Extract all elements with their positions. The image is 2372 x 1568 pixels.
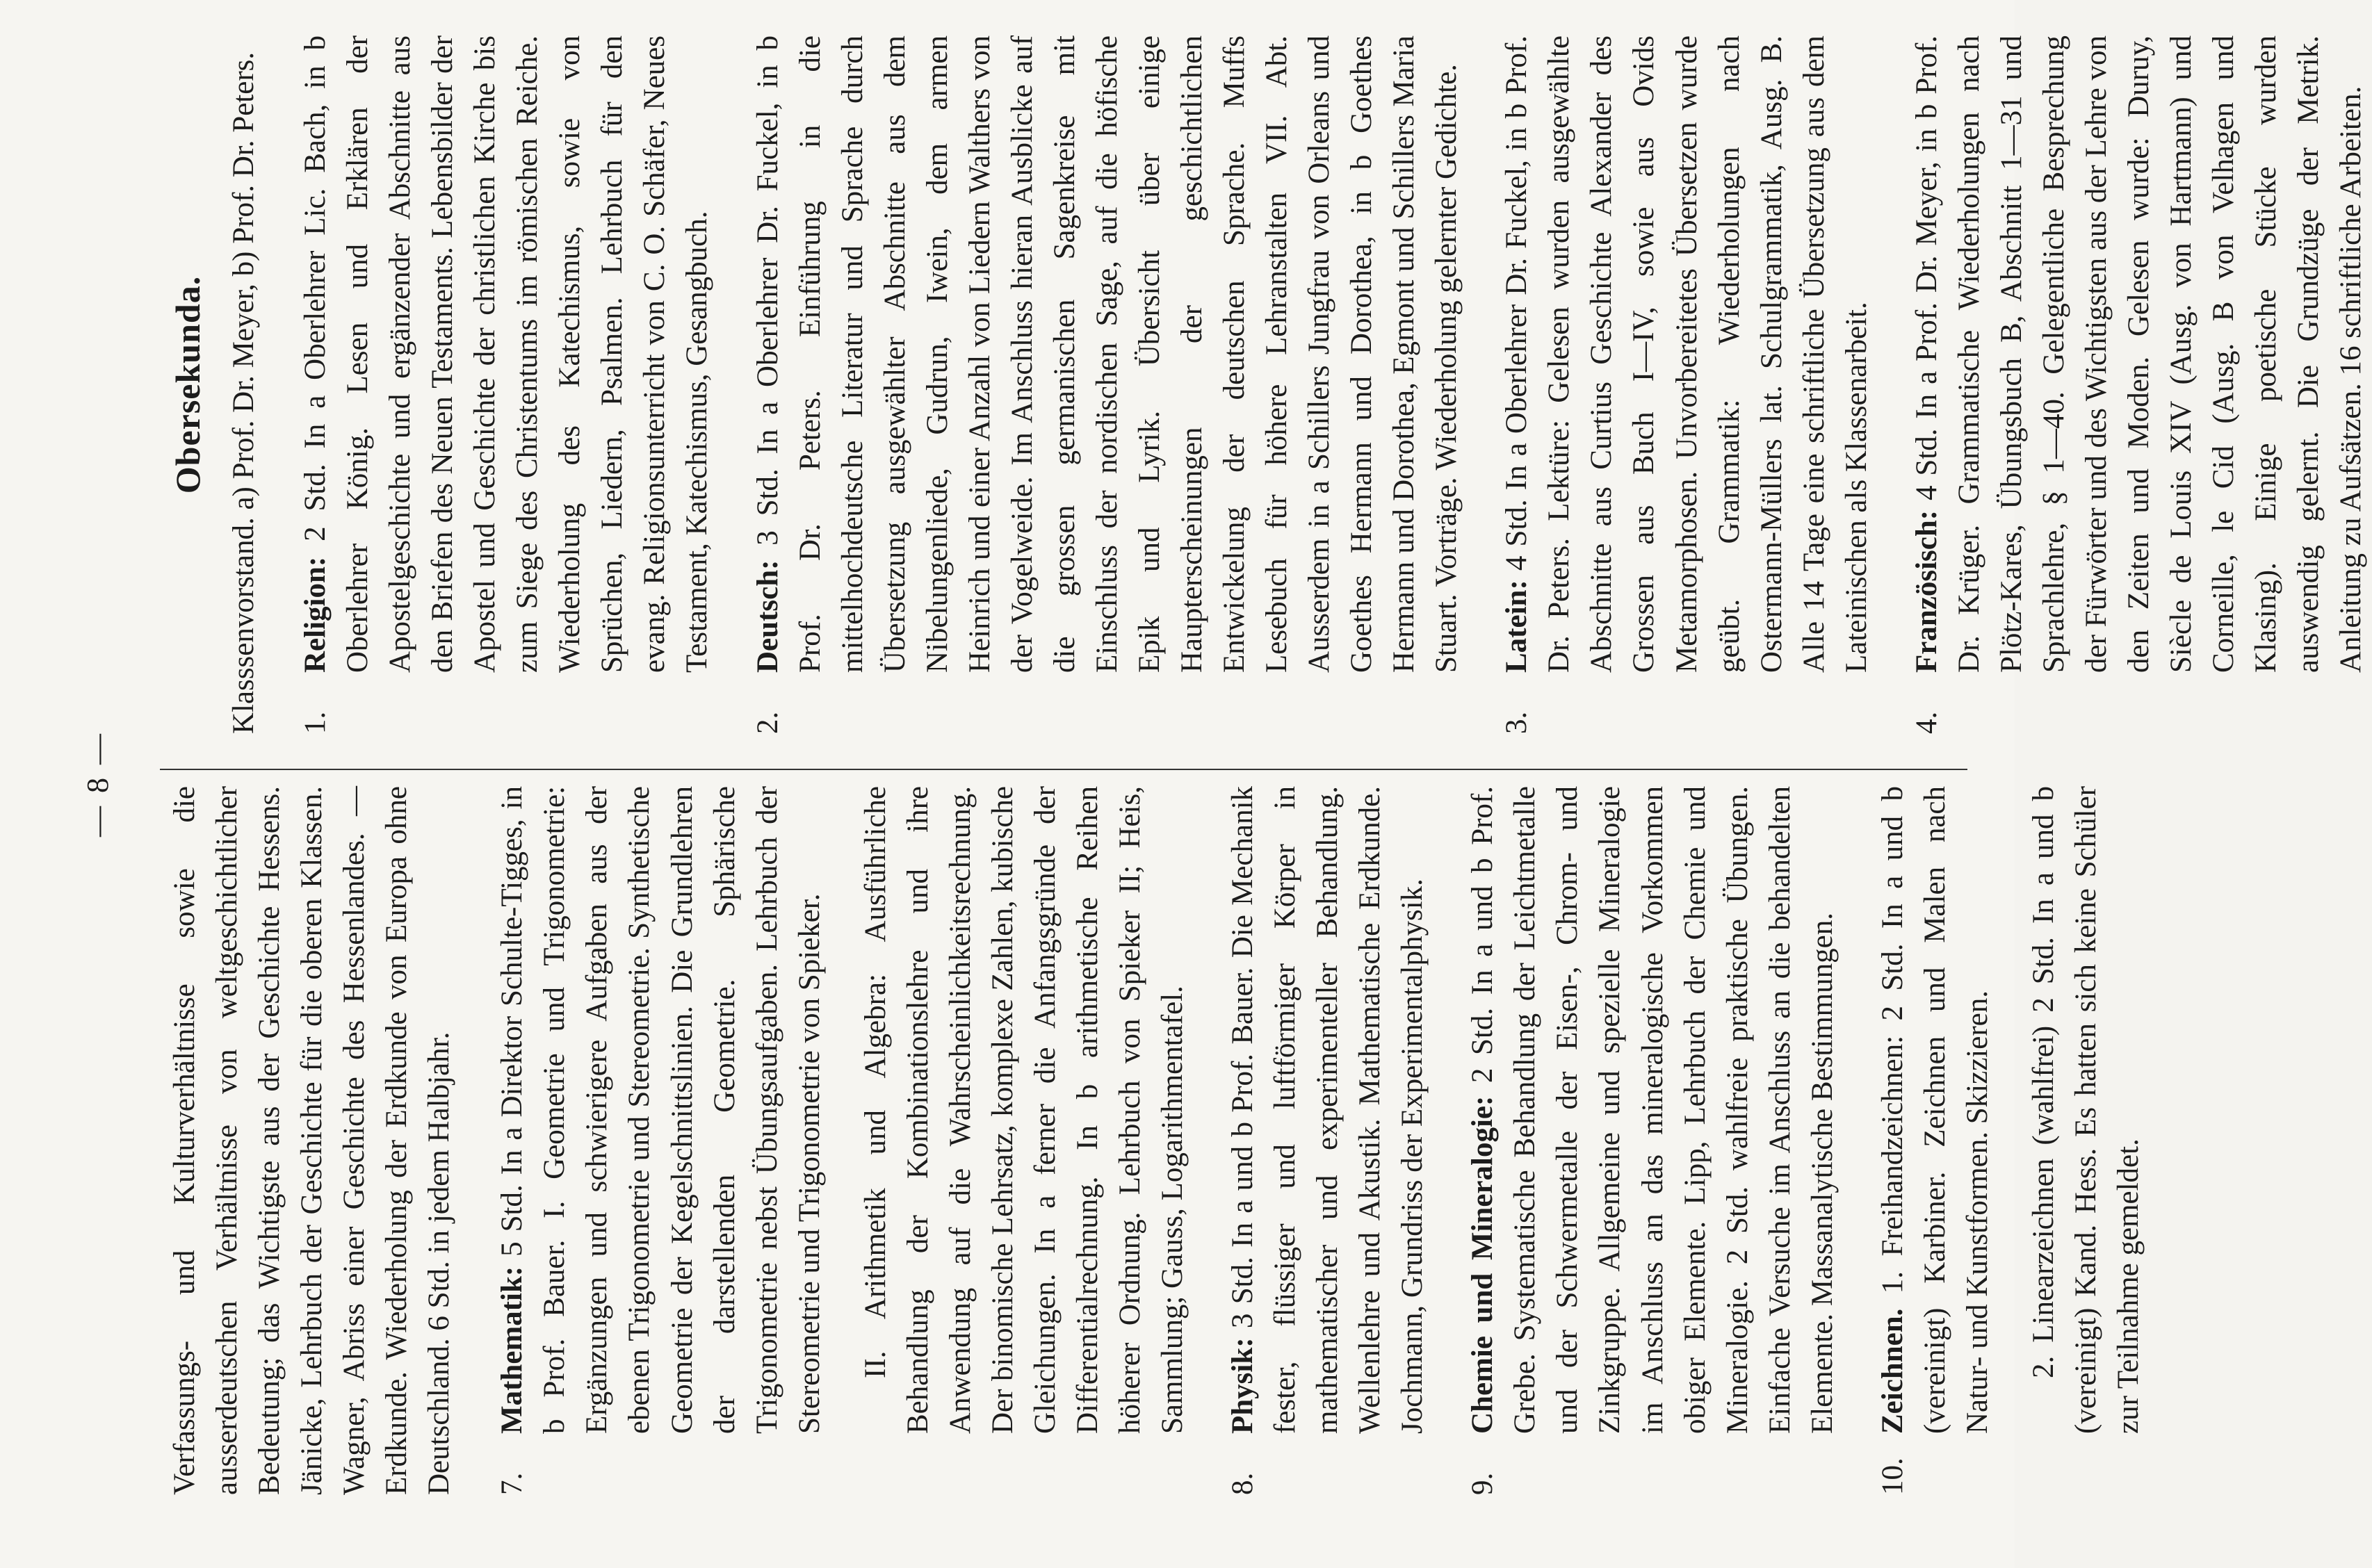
entry-mathematik <box>491 786 1194 1495</box>
column-rule <box>160 769 1967 770</box>
entry-text: 2 Std. In a und b Prof. Grebe. Systematische Behandlung der Leichtmetalle und der Schwermetalle der Eisen-, Chrom- und Zinkgruppe. Allgemeine und spezielle Mineralogie im Anschluss an das mineralogische Vorkommen obiger Elemente. Lipp, Lehrbuch der Chemie und Mineralogie. 2 Std. wahlfreie praktische Übungen. Einfache Versuche im Anschluss an die behandelten Elemente. Massanalytische Bestimmungen. <box>1466 786 1839 1434</box>
entry-lead: Physik: <box>1226 1337 1260 1434</box>
left-column <box>163 786 2150 1495</box>
entry-text: 5 Std. In a Direktor Schulte-Tigges, in b Prof. Bauer. I. Geometrie und Trigonometrie: Ergänzungen und schwierigere Aufgaben aus der ebenen Trigonometrie und Stereometrie. Synthetische Geometrie der Kegelschnittslinien. Die Grundlehren der darstellenden Geometrie. Sphärische Trigonometrie nebst Übungsaufgaben. Lehrbuch der Stereometrie und Trigonometrie von Spieker. <box>496 786 826 1434</box>
entry-number: 8. <box>1226 1472 1260 1495</box>
entry-number: 1. <box>299 711 332 734</box>
entry-lead: Latein: <box>1500 580 1534 673</box>
entry-text: 4 Std. In a Prof. Dr. Meyer, in b Prof. Dr. Krüger. Grammatische Wiederholungen nach Plötz-Kares, Übungsbuch B, Abschnitt 1—31 und Sprachlehre, § 1—40. Gelegentliche Besprechung der Fürwörter und des Wichtigsten aus der Lehre von den Zeiten und Moden. Gelesen wurde: Duruy, Siècle de Louis XIV (Ausg. von Hartmann) und Corneille, le Cid (Ausg. B von Velhagen und Klasing). Einige poetische Stücke wurden auswendig gelernt. Die Grundzüge der Metrik. Anleitung zu Aufsätzen. 16 schriftliche Arbeiten. <box>1910 35 2368 673</box>
right-column <box>163 35 2372 734</box>
entry-text: 3 Std. In a und b Prof. Bauer. Die Mechanik fester, flüssiger und luftförmiger Körper in mathematischer und experimenteller Behandlung. Wellenlehre und Akustik. Mathematische Erdkunde. Jochmann, Grundriss der Experimentalphysik. <box>1226 785 1429 1434</box>
entry-number: 9. <box>1466 1472 1500 1495</box>
continuation-text: Verfassungs- und Kulturverhältnisse sowie die ausserdeutschen Verhältnisse von weltgeschichtlicher Bedeutung; das Wichtigste aus der Geschichte Hessens. Jänicke, Lehrbuch der Geschichte für die oberen Klassen. Wagner, Abriss einer Geschichte des Hessenlandes. — Erdkunde. Wiederholung der Erdkunde von Europa ohne Deutschland. 6 Std. in jedem Halbjahr. <box>168 786 456 1495</box>
entry-lead: Französisch: <box>1910 509 1943 673</box>
entry-chemie <box>1461 786 1843 1495</box>
entry-physik <box>1221 786 1433 1495</box>
entry-religion <box>294 35 718 734</box>
entry-lead: Mathematik: <box>496 1266 529 1434</box>
entry-text: 1. Freihandzeichnen: 2 Std. In a und b (vereinigt) Karbiner. Zeichnen und Malen nach Natur- und Kunstformen. Skizzieren. <box>1876 786 1994 1434</box>
section-heading: Obersekunda. <box>168 275 207 494</box>
class-teacher-line: Klasssenvorstand. a) Prof. Dr. Meyer, b) Prof. Dr. Peters. <box>227 51 260 734</box>
entry-number: 10. <box>1876 1457 1909 1495</box>
entry-text: 2 Std. In a Oberlehrer Lic. Bach, in b Oberlehrer König. Lesen und Erklären der Apostelgeschichte und ergänzender Abschnitte aus den Briefen des Neuen Testaments. Lebensbilder der Apostel und Geschichte der christlichen Kirche bis zum Siege des Christentums im römischen Reiche. Wiederholung des Katechismus, sowie von Sprüchen, Liedern, Psalmen. Lehrbuch für den evang. Religionsunterricht von C. O. Schäfer, Neues Testament, Katechismus, Gesangbuch. <box>299 35 714 673</box>
entry-number: 2. <box>751 711 784 734</box>
entry-lead: Deutsch: <box>751 560 784 673</box>
entry-paragraph: 2. Linearzeichnen (wahlfrei) 2 Std. In a und b (vereinigt) Kand. Hess. Es hatten sich keine Schüler zur Teilnahme gemeldet. <box>2026 786 2145 1434</box>
entry-paragraph: II. Arithmetik und Algebra: Ausführliche Behandlung der Kombinationslehre und ihre Anwendung auf die Wahrscheinlichkeitsrechnung. Der binomische Lehrsatz, komplexe Zahlen, kubische Gleichungen. In a ferner die Anfangsgründe der Differentialrechnung. In b arithmetische Reihen höherer Ordnung. Lehrbuch von Spieker II; Heis, Sammlung; Gauss, Logarithmentafel. <box>859 786 1189 1434</box>
entry-latein <box>1495 35 1877 734</box>
entry-zeichnen <box>1871 786 2150 1495</box>
entry-deutsch <box>747 35 1468 734</box>
entry-lead: Religion: <box>299 556 332 673</box>
entry-text: 4 Std. In a Oberlehrer Dr. Fuckel, in b Prof. Dr. Peters. Lektüre: Gelesen wurden ausgewählte Abschnitte aus Curtius Geschichte Alexander des Grossen aus Buch I—IV, sowie aus Ovids Metamorphosen. Unvorbereitetes Übersetzen wurde geübt. Grammatik: Wiederholungen nach Ostermann-Müllers lat. Schulgrammatik, Ausg. B. Alle 14 Tage eine schriftliche Übersetzung aus dem Lateinischen als Klassenarbeit. <box>1500 35 1873 673</box>
entry-lead: Chemie und Mineralogie: <box>1466 1095 1500 1434</box>
entry-number: 3. <box>1500 711 1534 734</box>
page-number: — 8 — <box>81 731 115 837</box>
entry-text: 3 Std. In a Oberlehrer Dr. Fuckel, in b Prof. Dr. Peters. Einführung in die mittelhochdeutsche Literatur und Sprache durch Übersetzung ausgewählter Abschnitte aus dem Nibelungenliede, Gudrun, Iwein, dem armen Heinrich und einer Anzahl von Liedern Walthers von der Vogelweide. Im Anschluss hieran Ausblicke auf die grossen germanischen Sagenkreise mit Einschluss der nordischen Sage, auf die höfische Epik und Lyrik. Übersicht über einige Haupterscheinungen der geschichtlichen Entwickelung der deutschen Sprache. Muffs Lesebuch für höhere Lehranstalten VII. Abt. Ausserdem in a Schillers Jungfrau von Orleans und Goethes Hermann und Dorothea, in b Goethes Hermann und Dorothea, Egmont und Schillers Maria Stuart. Vorträge. Wiederholung gelernter Gedichte. <box>751 35 1463 673</box>
entry-number: 4. <box>1910 711 1943 734</box>
entry-number: 7. <box>496 1472 529 1495</box>
entry-franzoesisch <box>1906 35 2372 734</box>
entry-lead: Zeichnen. <box>1876 1308 1909 1434</box>
